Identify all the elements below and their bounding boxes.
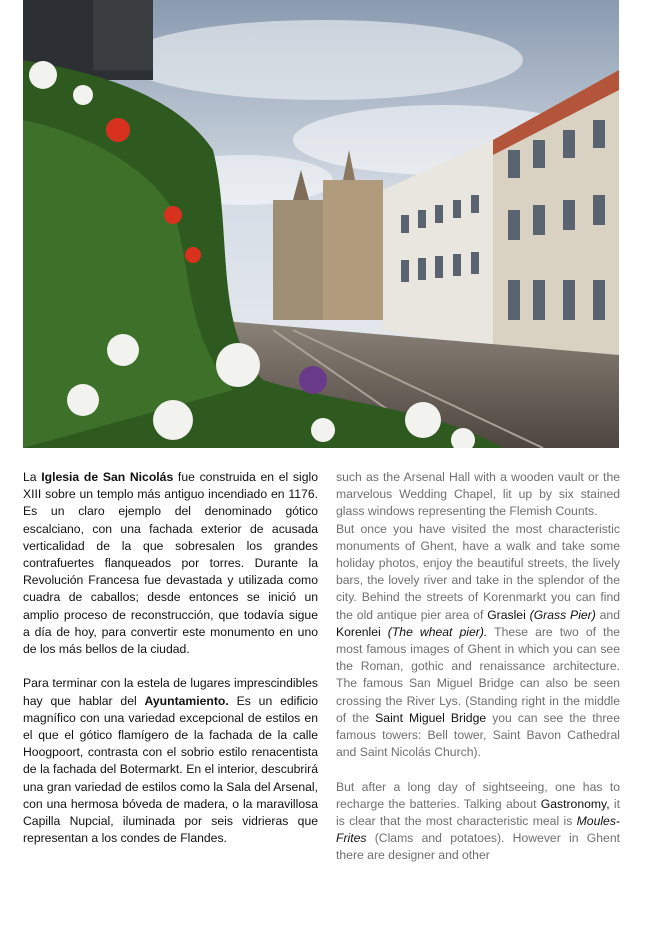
text: (Clams and potatoes). However in Ghent there are designer and other: [336, 831, 620, 863]
text: But once you have visited the most characteristic monuments of Ghent, have a walk and take some holiday photos, enjoy the beautiful streets, the lively bars, the lovely river and take in the splendor of the city. Behind the streets of Korenmarkt you can find the old antique pier area of: [336, 521, 620, 622]
arsenal-paragraph: [336, 469, 620, 521]
ghent-street-illustration: [23, 0, 619, 448]
korenlei-translation: (The wheat pier).: [380, 624, 488, 639]
text: and: [595, 607, 620, 622]
korenlei-name: Korenlei: [336, 624, 381, 639]
town-hall-name: Ayuntamiento.: [144, 693, 229, 708]
text: you can see the three famous towers: Bell tower, Saint Bavon Cathedral and Saint Nicolás Church).: [336, 710, 620, 760]
moules-frites: Moules-Frites: [336, 814, 620, 846]
ayuntamiento-paragraph: [23, 675, 318, 847]
spanish-text-column: [23, 469, 318, 847]
ghent-street-photo: [23, 0, 619, 448]
text: But after a long day of sightseeing, one has to recharge the batteries. Talking about: [336, 779, 620, 811]
text: it is clear that the most characteristic meal is: [336, 796, 620, 829]
text: fue construida en el siglo XIII sobre un templo más antiguo incendiado en 1176. Es un claro ejemplo del denominado gótico escalciano, con una fachada exterior de acusada verticalidad de la que sobresalen los grandes contrafuertes flanqueados por torres. Durante la Revolución Francesa fue devastada y utilizada como cuadra de caballos; desde entonces se inició un amplio proceso de reconstrucción, que todavía sigue a día de hoy, para convertir este monumento en uno de los más bellos de la ciudad.: [23, 470, 318, 657]
text: These are two of the most famous images of Ghent in which you can see the Roman, gothic and renaissance architecture. The famous San Miguel Bridge can also be seen crossing the River Lys. (Standing right in the middle of the: [336, 624, 620, 725]
church-name: Iglesia de San Nicolás: [41, 470, 174, 484]
text: Para terminar con la estela de lugares imprescindibles hay que hablar del: [23, 676, 318, 708]
ghent-walk-paragraph: [336, 521, 620, 762]
graslei-name: Graslei: [487, 607, 526, 622]
gastronomy-paragraph: [336, 779, 620, 865]
english-text-column: [336, 469, 620, 865]
text: such as the Arsenal Hall with a wooden vault or the marvelous Wedding Chapel, lit up by six stained glass windows representing the Flemish Counts.: [336, 470, 620, 519]
text: Es un edificio magnífico con una variedad excepcional de estilos en el que el gótico flamígero de la fachada de la calle Hoogpoort, contrasta con el sobrio estilo renacentista de la fachada del Botermarkt. En el interior, descubrirá una gran variedad de estilos como la Sala del Arsenal, con una hermosa bóveda de madera, o la maravillosa Capilla Nupcial, iluminada por seis vidrieras que representan a los condes de Flandes.: [23, 693, 319, 846]
bridge-name: Saint Miguel Bridge: [375, 710, 487, 725]
graslei-translation: (Grass Pier): [525, 607, 596, 622]
gastronomy-label: Gastronomy,: [540, 796, 610, 811]
text: La: [23, 470, 42, 484]
san-nicolas-paragraph: [23, 469, 318, 658]
